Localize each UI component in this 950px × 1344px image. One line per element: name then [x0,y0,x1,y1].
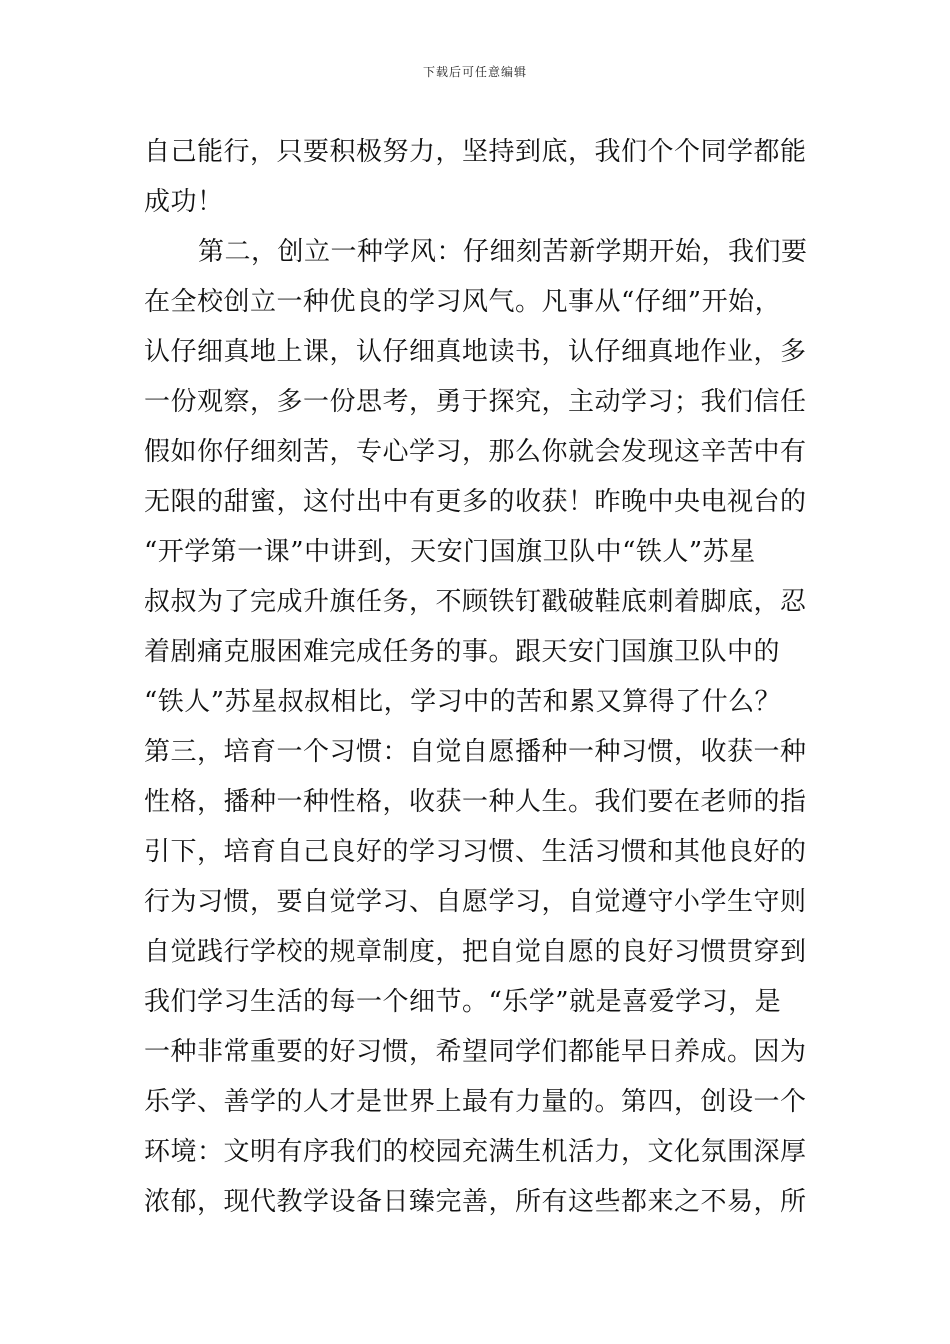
paragraph-start-line: 第二，创立一种学风：仔细刻苦新学期开始，我们要 [198,237,808,267]
text-line: 着剧痛克服困难完成任务的事。跟天安门国旗卫队中的 [144,637,781,667]
text-line: 自己能行，只要积极努力，坚持到底，我们个个同学都能 [144,137,807,167]
text-line: 假如你仔细刻苦，专心学习，那么你就会发现这辛苦中有 [144,437,807,467]
text-line: 一份观察，多一份思考，勇于探究，主动学习；我们信任 [144,387,807,417]
text-line: 引下，培育自己良好的学习习惯、生活习惯和其他良好的 [144,837,807,867]
text-line: 成功！ [144,187,224,217]
text-line: “开学第一课”中讲到，天安门国旗卫队中“铁人”苏星 [144,537,756,567]
text-line: 一种非常重要的好习惯，希望同学们都能早日养成。因为 [144,1037,807,1067]
page-header: 下载后可任意编辑 [422,65,527,79]
text-line: 我们学习生活的每一个细节。“乐学”就是喜爱学习，是 [144,987,782,1017]
text-line: 性格，播种一种性格，收获一种人生。我们要在老师的指 [144,787,807,817]
text-line: 在全校创立一种优良的学习风气。凡事从“仔细”开始， [144,287,782,317]
text-line: 环境：文明有序我们的校园充满生机活力，文化氛围深厚 [144,1137,807,1167]
text-line: 行为习惯，要自觉学习、自愿学习，自觉遵守小学生守则 [144,887,807,917]
text-line: 叔叔为了完成升旗任务，不顾铁钉戳破鞋底刺着脚底，忍 [144,587,807,617]
body-text [144,127,814,1227]
text-line: “铁人”苏星叔叔相比，学习中的苦和累又算得了什么？ [144,687,782,717]
text-line: 第三，培育一个习惯：自觉自愿播种一种习惯，收获一种 [144,737,807,767]
text-line: 浓郁，现代教学设备日臻完善，所有这些都来之不易，所 [144,1187,807,1217]
text-line: 无限的甜蜜，这付出中有更多的收获！昨晚中央电视台的 [144,487,807,517]
text-line: 乐学、善学的人才是世界上最有力量的。第四，创设一个 [144,1087,807,1117]
text-line: 认仔细真地上课，认仔细真地读书，认仔细真地作业，多 [144,337,807,367]
text-line: 自觉践行学校的规章制度，把自觉自愿的良好习惯贯穿到 [144,937,807,967]
